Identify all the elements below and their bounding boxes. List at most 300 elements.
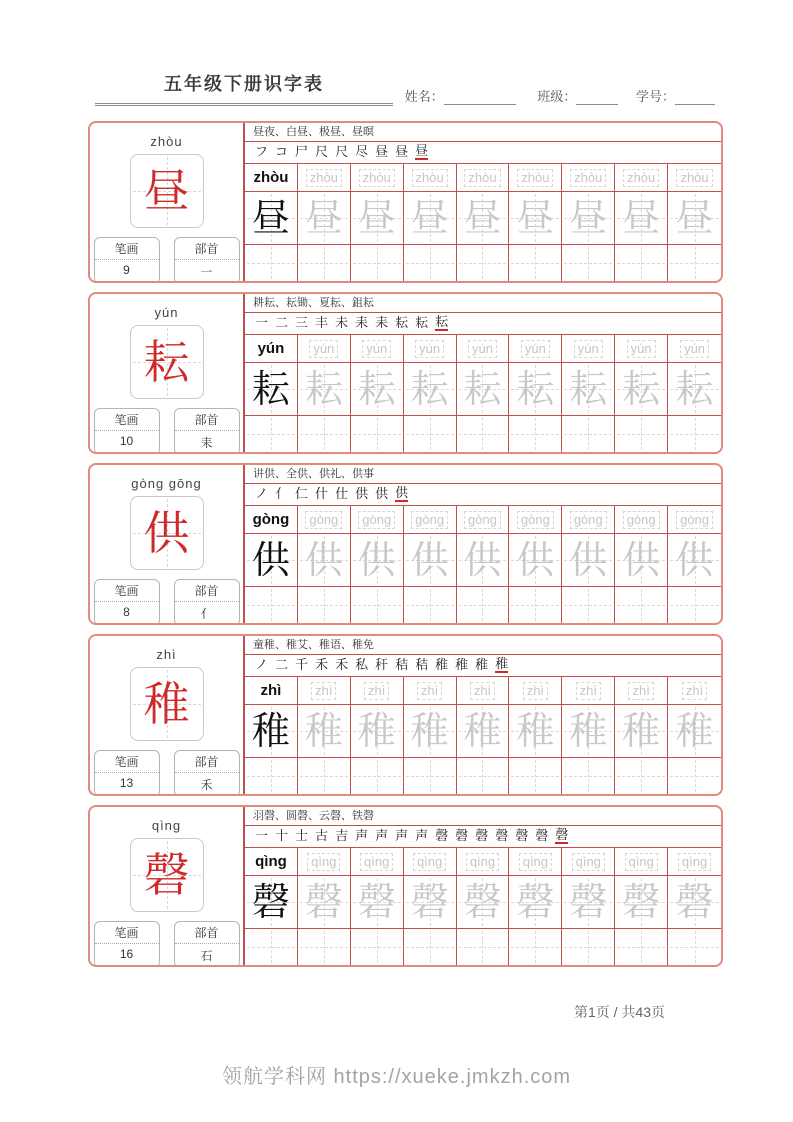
pinyin-cell — [245, 164, 298, 191]
pinyin-text: zhòu — [359, 169, 395, 187]
practice-character: 稚 — [516, 709, 555, 753]
pinyin-cell — [298, 677, 351, 704]
empty-cell — [245, 758, 298, 794]
character-cell — [615, 876, 668, 928]
pinyin-cell — [509, 506, 562, 533]
empty-practice-row — [245, 416, 721, 452]
character-cell — [245, 534, 298, 586]
pinyin-cell — [404, 848, 457, 875]
radical-box — [174, 921, 240, 967]
radical-value: 耒 — [200, 436, 213, 450]
stroke-order-row — [245, 655, 721, 677]
practice-table — [243, 807, 721, 965]
pinyin-cell — [457, 677, 510, 704]
pinyin-cell — [668, 506, 721, 533]
practice-character: 稚 — [622, 709, 661, 753]
stroke-step: 千 — [295, 658, 309, 673]
pinyin-text: qìng — [625, 853, 658, 871]
character-cell — [245, 363, 298, 415]
pinyin-cell — [298, 506, 351, 533]
char-block-left-panel — [90, 636, 243, 794]
character-cell — [457, 192, 510, 244]
practice-character: 供 — [622, 538, 661, 582]
empty-cell — [245, 587, 298, 623]
stroke-count-box — [94, 750, 160, 796]
pinyin-text: zhòu — [517, 169, 553, 187]
stroke-step: 声 — [375, 829, 389, 844]
empty-cell — [615, 245, 668, 281]
pinyin-practice-row — [245, 335, 721, 363]
pinyin-text: zhì — [523, 682, 548, 700]
character-cell — [509, 192, 562, 244]
pinyin-text: gòng — [676, 511, 713, 529]
stroke-step: 磬 — [515, 829, 529, 844]
empty-cell — [615, 929, 668, 965]
stroke-step: 耘 — [415, 316, 429, 331]
stroke-count-label: 笔画 — [95, 751, 159, 773]
pinyin-cell — [351, 164, 404, 191]
stroke-step: 什 — [315, 487, 329, 502]
empty-cell — [668, 587, 721, 623]
meta-boxes — [90, 579, 243, 625]
practice-table — [243, 465, 721, 623]
practice-character: 昼 — [622, 196, 661, 240]
stroke-step: 禾 — [335, 658, 349, 673]
char-block — [88, 292, 723, 454]
stroke-count-box — [94, 579, 160, 625]
character-cell — [245, 192, 298, 244]
pinyin-cell — [245, 848, 298, 875]
stroke-step: 二 — [275, 316, 289, 331]
stroke-step: 私 — [355, 658, 369, 673]
stroke-order-row — [245, 826, 721, 848]
pinyin-cell — [245, 335, 298, 362]
pinyin-cell — [668, 677, 721, 704]
stroke-step: 秸 — [415, 658, 429, 673]
char-block — [88, 634, 723, 796]
character-cell — [668, 876, 721, 928]
meta-boxes — [90, 921, 243, 967]
empty-cell — [298, 758, 351, 794]
pinyin-cell — [404, 164, 457, 191]
char-block-left-panel — [90, 465, 243, 623]
stroke-step: 秆 — [375, 658, 389, 673]
stroke-step: 声 — [415, 829, 429, 844]
pinyin-text: yún — [521, 340, 550, 358]
pinyin-text: zhì — [576, 682, 601, 700]
pinyin-cell — [509, 335, 562, 362]
character-cell — [245, 876, 298, 928]
empty-cell — [351, 587, 404, 623]
stroke-step: 声 — [395, 829, 409, 844]
main-character: 稚 — [143, 677, 190, 731]
empty-cell — [457, 929, 510, 965]
pinyin-cell — [351, 677, 404, 704]
pinyin-cell — [457, 506, 510, 533]
example-words: 童稚、稚艾、稚语、稚免 — [245, 636, 721, 655]
stroke-step: 供 — [395, 486, 409, 501]
character-blocks — [88, 121, 723, 967]
empty-cell — [404, 758, 457, 794]
empty-practice-row — [245, 245, 721, 281]
character-cell — [562, 876, 615, 928]
stroke-step: 磬 — [475, 829, 489, 844]
empty-cell — [298, 929, 351, 965]
character-cell — [351, 534, 404, 586]
pinyin-cell — [404, 677, 457, 704]
radical-label: 部首 — [175, 922, 239, 944]
pinyin-text: gòng — [570, 511, 607, 529]
pinyin-cell — [668, 164, 721, 191]
stroke-order-row — [245, 142, 721, 164]
stroke-count-value: 10 — [119, 434, 134, 448]
stroke-step: 耘 — [395, 316, 409, 331]
title-underline — [95, 70, 393, 106]
pinyin-label: zhì — [156, 647, 177, 662]
name-field-blank — [444, 91, 516, 105]
pinyin-text: yún — [362, 340, 391, 358]
character-cell — [404, 363, 457, 415]
pinyin-text: zhòu — [253, 169, 289, 186]
class-field-label: 班级： — [537, 89, 577, 104]
character-cell — [509, 363, 562, 415]
character-cell — [509, 534, 562, 586]
stroke-step: 仁 — [295, 487, 309, 502]
pinyin-text: gòng — [252, 511, 290, 528]
student-no-field-blank — [675, 91, 715, 105]
pinyin-text: zhì — [470, 682, 495, 700]
pinyin-text: qìng — [572, 853, 605, 871]
practice-character: 稚 — [357, 709, 396, 753]
pinyin-text: yún — [309, 340, 338, 358]
example-words: 耕耘、耘锄、夏耘、鉏耘 — [245, 294, 721, 313]
pinyin-text: zhì — [260, 682, 282, 699]
pinyin-cell — [457, 848, 510, 875]
student-info-fields — [405, 86, 715, 105]
empty-cell — [298, 416, 351, 452]
pinyin-cell — [562, 848, 615, 875]
empty-cell — [668, 929, 721, 965]
stroke-step: 磬 — [435, 829, 449, 844]
stroke-step: 吉 — [335, 829, 349, 844]
practice-table — [243, 636, 721, 794]
practice-character: 磬 — [463, 880, 502, 924]
main-character-box — [130, 325, 204, 399]
stroke-order-row — [245, 484, 721, 506]
stroke-step: 三 — [295, 316, 309, 331]
main-character-box — [130, 496, 204, 570]
meta-boxes — [90, 750, 243, 796]
practice-table — [243, 123, 721, 281]
stroke-step: 耒 — [355, 316, 369, 331]
empty-cell — [351, 416, 404, 452]
stroke-step: 昼 — [375, 145, 389, 160]
character-cell — [562, 534, 615, 586]
empty-cell — [457, 245, 510, 281]
main-character-box — [130, 667, 204, 741]
pinyin-cell — [298, 848, 351, 875]
stroke-step: ノ — [255, 658, 269, 673]
empty-practice-row — [245, 929, 721, 965]
character-cell — [298, 192, 351, 244]
pinyin-cell — [457, 335, 510, 362]
empty-cell — [404, 416, 457, 452]
practice-character: 耘 — [357, 367, 396, 411]
character-cell — [668, 192, 721, 244]
empty-cell — [615, 758, 668, 794]
stroke-count-value: 9 — [123, 263, 130, 277]
pinyin-text: gòng — [411, 511, 448, 529]
character-cell — [509, 705, 562, 757]
pinyin-text: yún — [627, 340, 656, 358]
character-cell — [615, 534, 668, 586]
pinyin-label: gòng gōng — [131, 476, 202, 491]
pinyin-cell — [509, 848, 562, 875]
pinyin-practice-row — [245, 164, 721, 192]
character-cell — [404, 876, 457, 928]
empty-cell — [562, 245, 615, 281]
stroke-step: 二 — [275, 658, 289, 673]
stroke-step: 稚 — [495, 657, 509, 672]
char-block — [88, 805, 723, 967]
stroke-step: 磬 — [495, 829, 509, 844]
pinyin-cell — [615, 164, 668, 191]
character-cell — [404, 705, 457, 757]
practice-character: 耘 — [675, 367, 714, 411]
pinyin-text: gòng — [305, 511, 342, 529]
empty-cell — [509, 416, 562, 452]
empty-cell — [509, 758, 562, 794]
radical-label: 部首 — [175, 751, 239, 773]
meta-boxes — [90, 237, 243, 283]
practice-character: 昼 — [675, 196, 714, 240]
stroke-step: 未 — [335, 316, 349, 331]
radical-box — [174, 579, 240, 625]
character-cell — [668, 705, 721, 757]
pinyin-cell — [245, 677, 298, 704]
radical-value: 禾 — [200, 778, 213, 792]
stroke-count-box — [94, 237, 160, 283]
pinyin-text: yún — [574, 340, 603, 358]
main-character-box — [130, 154, 204, 228]
pinyin-cell — [668, 848, 721, 875]
main-character: 耘 — [143, 335, 190, 389]
radical-box — [174, 408, 240, 454]
character-cell — [615, 705, 668, 757]
character-practice-row — [245, 192, 721, 245]
empty-cell — [668, 416, 721, 452]
radical-box — [174, 237, 240, 283]
character-cell — [509, 876, 562, 928]
character-cell — [351, 705, 404, 757]
pinyin-cell — [351, 506, 404, 533]
empty-cell — [457, 758, 510, 794]
empty-cell — [298, 245, 351, 281]
practice-character: 稚 — [463, 709, 502, 753]
stroke-count-value: 13 — [119, 776, 134, 790]
character-cell — [615, 363, 668, 415]
radical-label: 部首 — [175, 409, 239, 431]
pinyin-text: zhì — [417, 682, 442, 700]
empty-cell — [668, 245, 721, 281]
character-cell — [457, 534, 510, 586]
character-cell — [298, 876, 351, 928]
character-cell — [457, 876, 510, 928]
character-practice-row — [245, 363, 721, 416]
character-cell — [298, 363, 351, 415]
stroke-step: 亻 — [275, 487, 289, 502]
pinyin-text: zhòu — [570, 169, 606, 187]
empty-cell — [404, 587, 457, 623]
pinyin-cell — [245, 506, 298, 533]
stroke-count-label: 笔画 — [95, 580, 159, 602]
character-cell — [404, 192, 457, 244]
stroke-step: 耘 — [435, 315, 449, 330]
main-character-box — [130, 838, 204, 912]
meta-boxes — [90, 408, 243, 454]
stroke-step: ノ — [255, 487, 269, 502]
pinyin-practice-row — [245, 506, 721, 534]
stroke-order-row — [245, 313, 721, 335]
character-cell — [298, 705, 351, 757]
empty-cell — [245, 416, 298, 452]
practice-character: 昼 — [410, 196, 449, 240]
practice-character: 昼 — [463, 196, 502, 240]
pinyin-cell — [509, 164, 562, 191]
character-cell — [615, 192, 668, 244]
pinyin-text: zhì — [628, 682, 653, 700]
character-cell — [668, 534, 721, 586]
practice-character: 昼 — [357, 196, 396, 240]
pinyin-text: yún — [257, 340, 285, 357]
stroke-step: フ — [255, 145, 269, 160]
practice-character: 耘 — [410, 367, 449, 411]
student-no-field-label: 学号： — [635, 89, 675, 104]
pinyin-cell — [404, 335, 457, 362]
pinyin-text: yún — [415, 340, 444, 358]
character-practice-row — [245, 876, 721, 929]
stroke-step: 耒 — [375, 316, 389, 331]
practice-character: 稚 — [410, 709, 449, 753]
char-block — [88, 463, 723, 625]
pinyin-practice-row — [245, 677, 721, 705]
radical-value: 亻 — [200, 607, 213, 621]
character-cell — [562, 705, 615, 757]
pinyin-text: zhòu — [412, 169, 448, 187]
example-words: 昼夜、白昼、极昼、昼暝 — [245, 123, 721, 142]
char-block — [88, 121, 723, 283]
stroke-step: 磬 — [555, 828, 569, 843]
pinyin-text: zhòu — [623, 169, 659, 187]
pinyin-text: qìng — [466, 853, 499, 871]
character-cell — [245, 705, 298, 757]
pinyin-text: qìng — [360, 853, 393, 871]
pinyin-text: zhòu — [676, 169, 712, 187]
pinyin-label: yún — [154, 305, 179, 320]
practice-character: 昼 — [569, 196, 608, 240]
char-block-left-panel — [90, 294, 243, 452]
empty-cell — [668, 758, 721, 794]
practice-character: 昼 — [304, 196, 343, 240]
pinyin-text: gòng — [517, 511, 554, 529]
practice-character: 供 — [410, 538, 449, 582]
pinyin-cell — [668, 335, 721, 362]
pinyin-cell — [562, 335, 615, 362]
practice-character: 耘 — [516, 367, 555, 411]
page-header — [0, 70, 793, 110]
pinyin-text: zhì — [682, 682, 707, 700]
stroke-step: 稚 — [435, 658, 449, 673]
pinyin-text: gòng — [623, 511, 660, 529]
pinyin-cell — [562, 677, 615, 704]
practice-character: 磬 — [251, 880, 290, 924]
pinyin-text: qìng — [519, 853, 552, 871]
pinyin-cell — [562, 506, 615, 533]
character-practice-row — [245, 705, 721, 758]
empty-cell — [562, 416, 615, 452]
practice-character: 耘 — [463, 367, 502, 411]
empty-cell — [509, 245, 562, 281]
stroke-step: コ — [275, 145, 289, 160]
page-title: 五年级下册识字表 — [164, 74, 324, 94]
empty-cell — [562, 758, 615, 794]
pinyin-cell — [404, 506, 457, 533]
stroke-step: 一 — [255, 829, 269, 844]
pinyin-label: zhòu — [150, 134, 183, 149]
stroke-step: 声 — [355, 829, 369, 844]
practice-character: 稚 — [251, 709, 290, 753]
empty-cell — [615, 587, 668, 623]
radical-label: 部首 — [175, 580, 239, 602]
pinyin-cell — [457, 164, 510, 191]
stroke-count-box — [94, 408, 160, 454]
practice-character: 磬 — [357, 880, 396, 924]
practice-character: 磬 — [516, 880, 555, 924]
name-field-label: 姓名： — [404, 89, 444, 104]
practice-character: 耘 — [622, 367, 661, 411]
practice-character: 昼 — [516, 196, 555, 240]
stroke-step: 磬 — [535, 829, 549, 844]
page-number: 第1页 / 共43页 — [573, 1004, 665, 1020]
pinyin-text: gòng — [358, 511, 395, 529]
practice-character: 供 — [251, 538, 290, 582]
stroke-step: 仕 — [335, 487, 349, 502]
empty-cell — [509, 929, 562, 965]
pinyin-text: qìng — [678, 853, 711, 871]
pinyin-cell — [615, 335, 668, 362]
pinyin-text: zhòu — [306, 169, 342, 187]
empty-cell — [404, 245, 457, 281]
pinyin-practice-row — [245, 848, 721, 876]
empty-cell — [351, 929, 404, 965]
empty-cell — [615, 416, 668, 452]
practice-character: 供 — [357, 538, 396, 582]
empty-cell — [298, 587, 351, 623]
pinyin-text: zhòu — [464, 169, 500, 187]
radical-value: 石 — [200, 949, 213, 963]
character-cell — [351, 192, 404, 244]
pinyin-text: qìng — [307, 853, 340, 871]
stroke-step: 尸 — [295, 145, 309, 160]
practice-character: 稚 — [304, 709, 343, 753]
stroke-count-label: 笔画 — [95, 922, 159, 944]
stroke-count-label: 笔画 — [95, 409, 159, 431]
pinyin-label: qìng — [151, 818, 182, 833]
character-cell — [668, 363, 721, 415]
character-cell — [457, 705, 510, 757]
stroke-step: 稚 — [475, 658, 489, 673]
character-practice-row — [245, 534, 721, 587]
